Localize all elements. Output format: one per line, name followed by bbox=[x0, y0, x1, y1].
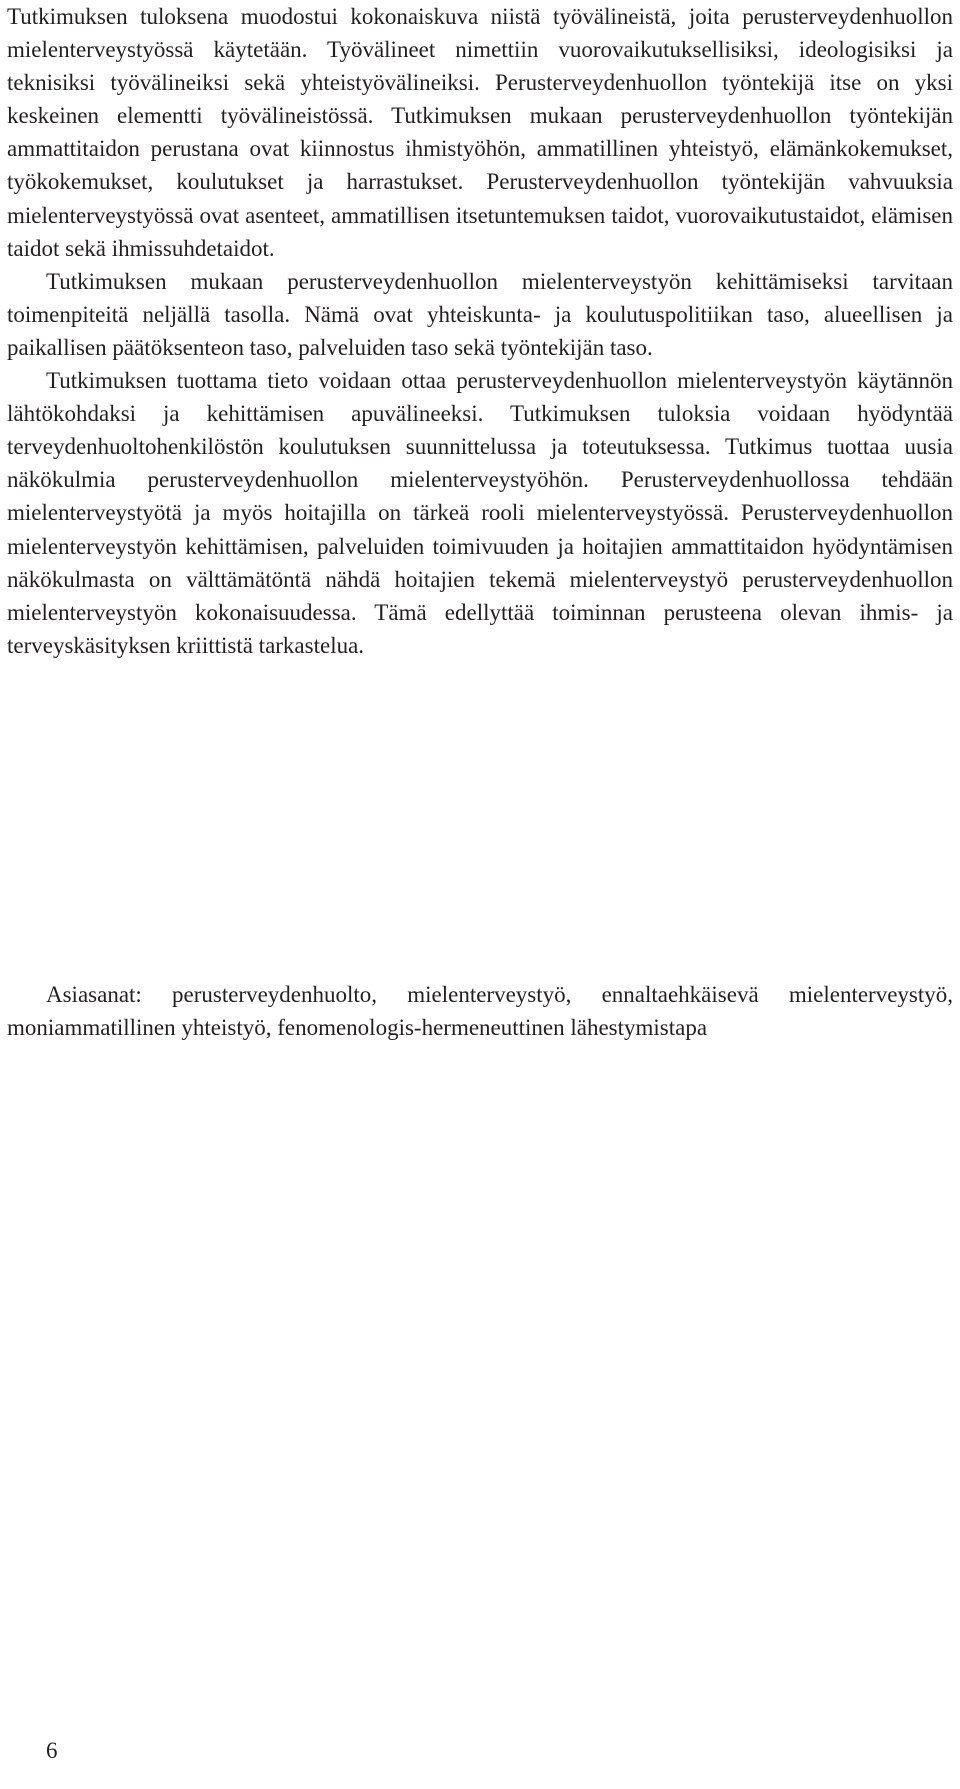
keywords: Asiasanat: perusterveydenhuolto, mielenterveystyö, ennaltaehkäisevä mielenterveystyö, moniammatillinen yhteistyö, fenomenologis-hermeneuttinen lähestymistapa bbox=[7, 982, 953, 1040]
paragraph-results: Tutkimuksen tuloksena muodostui kokonaiskuva niistä työvälineistä, joita perusterveydenhuollon mielenterveystyössä käytetään. Työvälineet nimettiin vuorovaikutuksellisiksi, ideologisiksi ja teknisiksi työvälineiksi sekä yhteistyövälineiksi. Perusterveydenhuollon työntekijä itse on yksi keskeinen elementti työvälineistössä. Tutkimuksen mukaan perusterveydenhuollon työntekijän ammattitaidon perustana ovat kiinnostus ihmistyöhön, ammatillinen yhteistyö, elämänkokemukset, työkokemukset, koulutukset ja harrastukset. Perusterveydenhuollon työntekijän vahvuuksia mielenterveystyössä ovat asenteet, ammatillisen itsetuntemuksen taidot, vuorovaikutustaidot, elämisen taidot sekä ihmissuhdetaidot. bbox=[7, 4, 953, 261]
paragraph-implications: Tutkimuksen tuottama tieto voidaan ottaa perusterveydenhuollon mielenterveystyön käytännön lähtökohdaksi ja kehittämisen apuvälineeksi. Tutkimuksen tuloksia voidaan hyödyntää terveydenhuoltohenkilöstön koulutuksen suunnittelussa ja toteutuksessa. Tutkimus tuottaa uusia näkökulmia perusterveydenhuollon mielenterveystyöhön. Perusterveydenhuollossa tehdään mielenterveystyötä ja myös hoitajilla on tärkeä rooli mielenterveystyössä. Perusterveydenhuollon mielenterveystyön kehittämisen, palveluiden toimivuuden ja hoitajien ammattitaidon hyödyntämisen näkökulmasta on välttämätöntä nähdä hoitajien tekemä mielenterveystyö perusterveydenhuollon mielenterveystyön kokonaisuudessa. Tämä edellyttää toiminnan perusteena olevan ihmis- ja terveyskäsityksen kriittistä tarkastelua. bbox=[7, 368, 953, 658]
page-number: 6 bbox=[46, 1738, 58, 1763]
paragraph-development-levels: Tutkimuksen mukaan perusterveydenhuollon mielenterveystyön kehittämiseksi tarvitaan toimenpiteitä neljällä tasolla. Nämä ovat yhteiskunta- ja koulutuspolitiikan taso, alueellisen ja paikallisen päätöksenteon taso, palveluiden taso sekä työntekijän taso. bbox=[7, 268, 953, 360]
abstract-body bbox=[7, 0, 953, 662]
document-page bbox=[7, 0, 953, 1789]
